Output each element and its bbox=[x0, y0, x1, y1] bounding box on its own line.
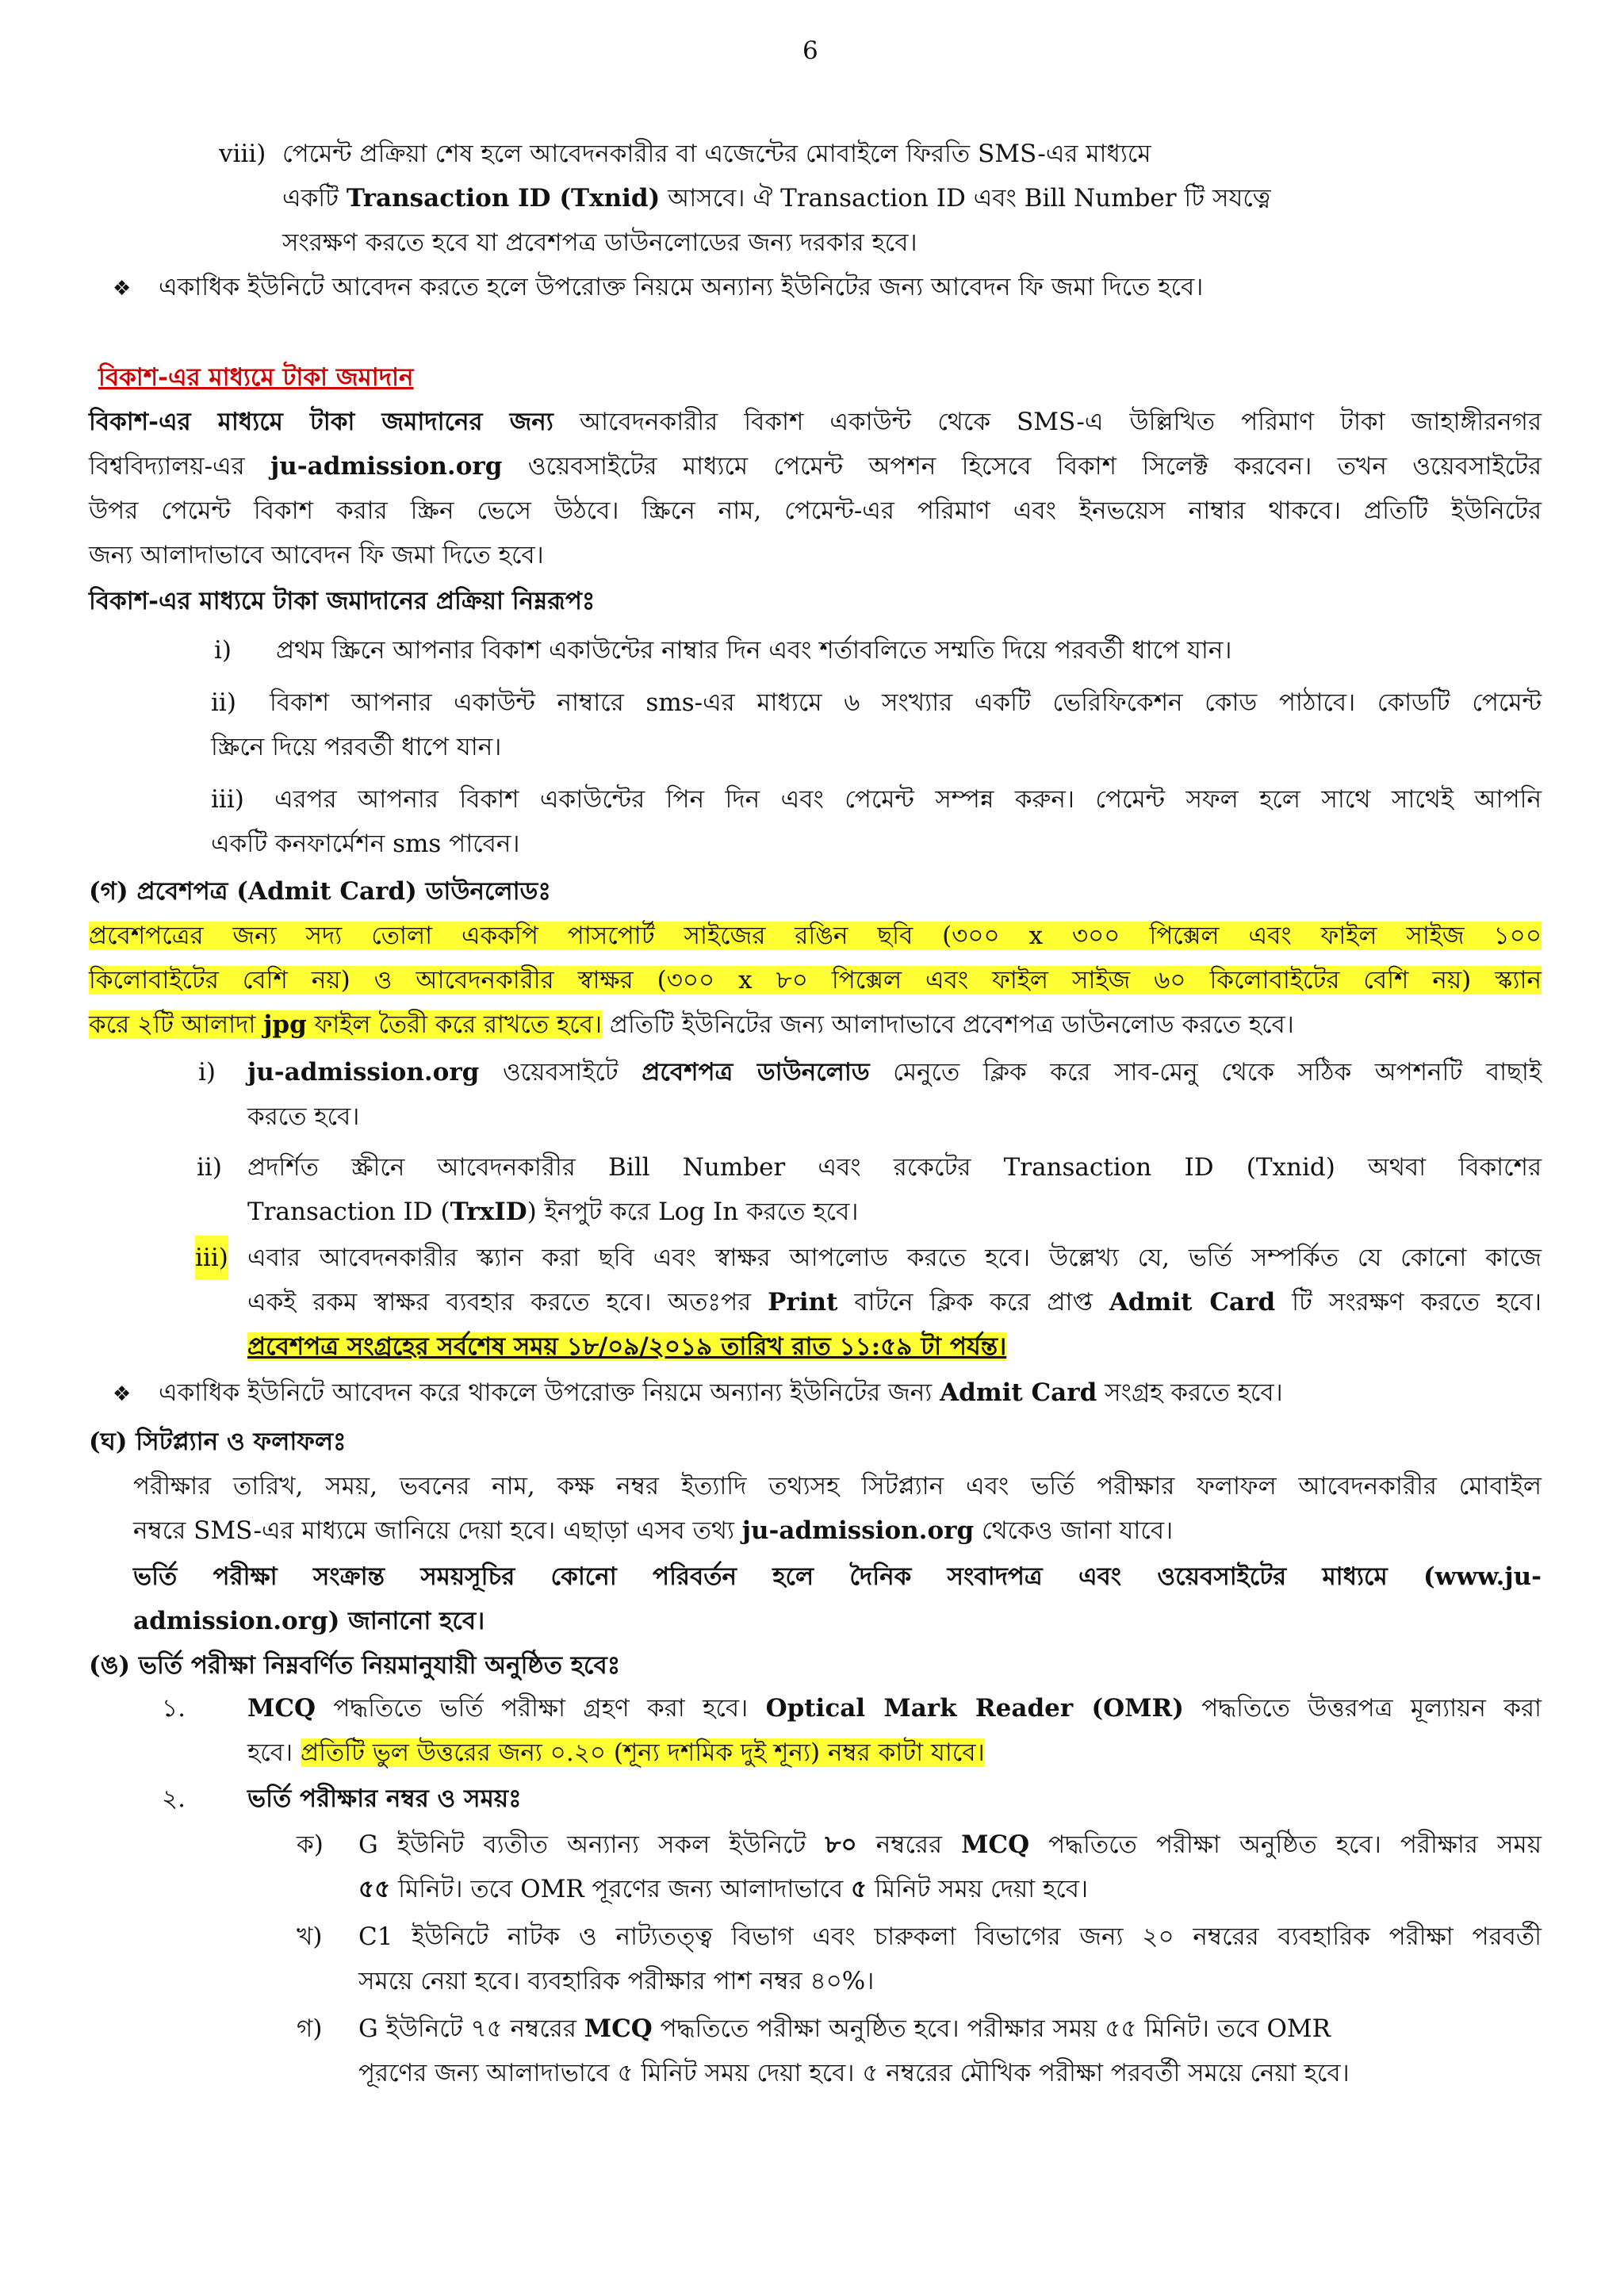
admit-step-iii-line-2: একই রকম স্বাক্ষর ব্যবহার করতে হবে। অতঃপর Print বাটনে ক্লিক করে প্রাপ্ত Admit Card টি সংরক্ষণ করতে হবে। bbox=[247, 1288, 1542, 1317]
exam-sub-ka-line-1: G ইউনিট ব্যতীত অন্যান্য সকল ইউনিটে ৮০ নম্বরের MCQ পদ্ধতিতে পরীক্ষা অনুষ্ঠিত হবে। পরীক্ষার সময় bbox=[358, 1830, 1542, 1859]
exam-sub-ga-line-1: G ইউনিটে ৭৫ নম্বরের MCQ পদ্ধতিতে পরীক্ষা অনুষ্ঠিত হবে। পরীক্ষার সময় ৫৫ মিনিট। তবে OMR bbox=[358, 2014, 1331, 2043]
exam-item-1-line-1: MCQ পদ্ধতিতে ভর্তি পরীক্ষা গ্রহণ করা হবে। Optical Mark Reader (OMR) পদ্ধতিতে উত্তরপত্র মূল্যায়ন করা bbox=[247, 1694, 1542, 1723]
bkash-step-i-marker: i) bbox=[214, 636, 232, 665]
viii-line-3: সংরক্ষণ করতে হবে যা প্রবেশপত্র ডাউনলোডের জন্য দরকার হবে। bbox=[282, 228, 917, 257]
note-multiple-units: একাধিক ইউনিটে আবেদন করতে হলে উপরোক্ত নিয়মে অন্যান্য ইউনিটের জন্য আবেদন ফি জমা দিতে হবে। bbox=[159, 273, 1204, 301]
bkash-heading: বিকাশ-এর মাধ্যমে টাকা জমাদান bbox=[98, 363, 414, 392]
bkash-step-ii-marker: ii) bbox=[211, 688, 236, 717]
exam-sub-kha-line-1: C1 ইউনিটে নাটক ও নাট্যতত্ত্ব বিভাগ এবং চারুকলা বিভাগের জন্য ২০ নম্বরের ব্যবহারিক পরীক্ষা পরবর্তী bbox=[358, 1922, 1542, 1951]
admit-step-ii-line-1: প্রদর্শিত স্ক্রীনে আবেদনকারীর Bill Number এবং রকেটের Transaction ID (Txnid) অথবা বিকাশের bbox=[247, 1153, 1542, 1182]
note-admit-card-multiple-units: একাধিক ইউনিটে আবেদন করে থাকলে উপরোক্ত নিয়মে অন্যান্য ইউনিটের জন্য Admit Card সংগ্রহ করতে হবে। bbox=[159, 1378, 1283, 1407]
admit-step-ii-marker: ii) bbox=[197, 1153, 222, 1182]
seatplan-heading: (ঘ) সিটপ্ল্যান ও ফলাফলঃ bbox=[89, 1428, 347, 1456]
bkash-step-ii-line-1: বিকাশ আপনার একাউন্ট নাম্বারে sms-এর মাধ্যমে ৬ সংখ্যার একটি ভেরিফিকেশন কোড পাঠাবে। কোডটি পেমেন্ট bbox=[270, 688, 1542, 717]
bkash-para-line-1: বিকাশ-এর মাধ্যমে টাকা জমাদানের জন্য আবেদনকারীর বিকাশ একাউন্ট থেকে SMS-এ উল্লিখিত পরিমাণ টাকা জাহাঙ্গীরনগর bbox=[89, 408, 1542, 436]
exam-item-1-line-2: হবে। প্রতিটি ভুল উত্তরের জন্য ০.২০ (শূন্য দশমিক দুই শূন্য) নম্বর কাটা যাবে। bbox=[247, 1738, 985, 1767]
admit-deadline: প্রবেশপত্র সংগ্রহের সর্বশেষ সময় ১৮/০৯/২০১৯ তারিখ রাত ১১:৫৯ টা পর্যন্ত। bbox=[247, 1332, 1007, 1361]
bkash-process-heading: বিকাশ-এর মাধ্যমে টাকা জমাদানের প্রক্রিয়া নিম্নরূপঃ bbox=[89, 587, 596, 615]
diamond-bullet-icon: ❖ bbox=[113, 277, 132, 301]
exam-heading: (ঙ) ভর্তি পরীক্ষা নিম্নবর্ণিত নিয়মানুযায়ী অনুষ্ঠিত হবেঃ bbox=[89, 1651, 621, 1680]
exam-item-2-marker: ২. bbox=[162, 1784, 186, 1813]
seatplan-bold-line-1: ভর্তি পরীক্ষা সংক্রান্ত সময়সূচির কোনো পরিবর্তন হলে দৈনিক সংবাদপত্র এবং ওয়েবসাইটের মাধ্যমে (www.ju- bbox=[133, 1562, 1542, 1591]
exam-sub-ga-line-2: পূরণের জন্য আলাদাভাবে ৫ মিনিট সময় দেয়া হবে। ৫ নম্বরের মৌখিক পরীক্ষা পরবর্তী সময়ে নেয়া হবে। bbox=[358, 2059, 1350, 2087]
exam-sub-ka-line-2: ৫৫ মিনিট। তবে OMR পূরণের জন্য আলাদাভাবে ৫ মিনিট সময় দেয়া হবে। bbox=[358, 1875, 1089, 1903]
seatplan-line-2: নম্বরে SMS-এর মাধ্যমে জানিয়ে দেয়া হবে। এছাড়া এসব তথ্য ju-admission.org থেকেও জানা যাবে। bbox=[133, 1516, 1174, 1545]
exam-item-1-marker: ১. bbox=[162, 1694, 186, 1723]
viii-line-2: একটি Transaction ID (Txnid) আসবে। ঐ Transaction ID এবং Bill Number টি সযত্নে bbox=[282, 184, 1271, 213]
admit-highlight-line-1: প্রবেশপত্রের জন্য সদ্য তোলা এককপি পাসপোর্ট সাইজের রঙিন ছবি (৩০০ x ৩০০ পিক্সেল এবং ফাইল সাইজ ১০০ bbox=[89, 922, 1542, 950]
admit-step-i-marker: i) bbox=[198, 1058, 216, 1087]
bkash-step-i-text: প্রথম স্ক্রিনে আপনার বিকাশ একাউন্টের নাম্বার দিন এবং শর্তাবলিতে সম্মতি দিয়ে পরবর্তী ধাপে যান। bbox=[276, 636, 1232, 665]
admit-card-heading: (গ) প্রবেশপত্র (Admit Card) ডাউনলোডঃ bbox=[89, 877, 551, 906]
bkash-para-line-4: জন্য আলাদাভাবে আবেদন ফি জমা দিতে হবে। bbox=[89, 541, 544, 569]
bkash-step-ii-line-2: স্ক্রিনে দিয়ে পরবর্তী ধাপে যান। bbox=[211, 733, 502, 761]
diamond-bullet-icon: ❖ bbox=[113, 1382, 132, 1406]
bkash-para-line-2: বিশ্ববিদ্যালয়-এর ju-admission.org ওয়েবসাইটের মাধ্যমে পেমেন্ট অপশন হিসেবে বিকাশ সিলেক্ট করবেন। তখন ওয়েবসাইটের bbox=[89, 452, 1542, 481]
bkash-step-iii-line-2: একটি কনফার্মেশন sms পাবেন। bbox=[211, 830, 520, 858]
seatplan-line-1: পরীক্ষার তারিখ, সময়, ভবনের নাম, কক্ষ নম্বর ইত্যাদি তথ্যসহ সিটপ্ল্যান এবং ভর্তি পরীক্ষার ফলাফল আবেদনকারীর মোবাইল bbox=[133, 1472, 1542, 1501]
exam-item-2-heading: ভর্তি পরীক্ষার নম্বর ও সময়ঃ bbox=[247, 1784, 522, 1813]
admit-step-i-line-1: ju-admission.org ওয়েবসাইটে প্রবেশপত্র ডাউনলোড মেনুতে ক্লিক করে সাব-মেনু থেকে সঠিক অপশনটি বাছাই bbox=[247, 1058, 1542, 1087]
exam-sub-ga-marker: গ) bbox=[297, 2014, 323, 2043]
admit-highlight-line-2: কিলোবাইটের বেশি নয়) ও আবেদনকারীর স্বাক্ষর (৩০০ x ৮০ পিক্সেল এবং ফাইল সাইজ ৬০ কিলোবাইটের বেশি নয়) স্ক্যান bbox=[89, 966, 1542, 995]
admit-step-iii-marker: iii) bbox=[195, 1236, 228, 1280]
bkash-step-iii-marker: iii) bbox=[211, 785, 244, 814]
admit-highlight-line-3: করে ২টি আলাদা jpg ফাইল তৈরী করে রাখতে হবে। প্রতিটি ইউনিটের জন্য আলাদাভাবে প্রবেশপত্র ডাউনলোড করতে হবে। bbox=[89, 1010, 1294, 1039]
admit-step-iii-line-1: এবার আবেদনকারীর স্ক্যান করা ছবি এবং স্বাক্ষর আপলোড করতে হবে। উল্লেখ্য যে, ভর্তি সম্পর্কিত যে কোনো কাজে bbox=[247, 1244, 1542, 1272]
exam-sub-kha-line-2: সময়ে নেয়া হবে। ব্যবহারিক পরীক্ষার পাশ নম্বর ৪০%। bbox=[358, 1967, 875, 1995]
seatplan-bold-line-2: admission.org) জানানো হবে। bbox=[133, 1607, 485, 1635]
bkash-para-line-3: উপর পেমেন্ট বিকাশ করার স্ক্রিন ভেসে উঠবে। স্ক্রিনে নাম, পেমেন্ট-এর পরিমাণ এবং ইনভয়েস নাম্বার থাকবে। প্রতিটি ইউনিটের bbox=[89, 496, 1542, 525]
exam-sub-ka-marker: ক) bbox=[297, 1830, 324, 1859]
viii-line-1: পেমেন্ট প্রক্রিয়া শেষ হলে আবেদনকারীর বা এজেন্টের মোবাইলে ফিরতি SMS-এর মাধ্যমে bbox=[282, 140, 1151, 168]
list-marker-viii: viii) bbox=[219, 140, 266, 168]
bkash-step-iii-line-1: এরপর আপনার বিকাশ একাউন্টের পিন দিন এবং পেমেন্ট সম্পন্ন করুন। পেমেন্ট সফল হলে সাথে সাথেই আপনি bbox=[274, 785, 1542, 814]
page-number: 6 bbox=[802, 36, 818, 65]
admit-step-ii-line-2: Transaction ID (TrxID) ইনপুট করে Log In করতে হবে। bbox=[247, 1198, 859, 1226]
exam-sub-kha-marker: খ) bbox=[297, 1922, 323, 1951]
admit-step-i-line-2: করতে হবে। bbox=[247, 1102, 360, 1131]
